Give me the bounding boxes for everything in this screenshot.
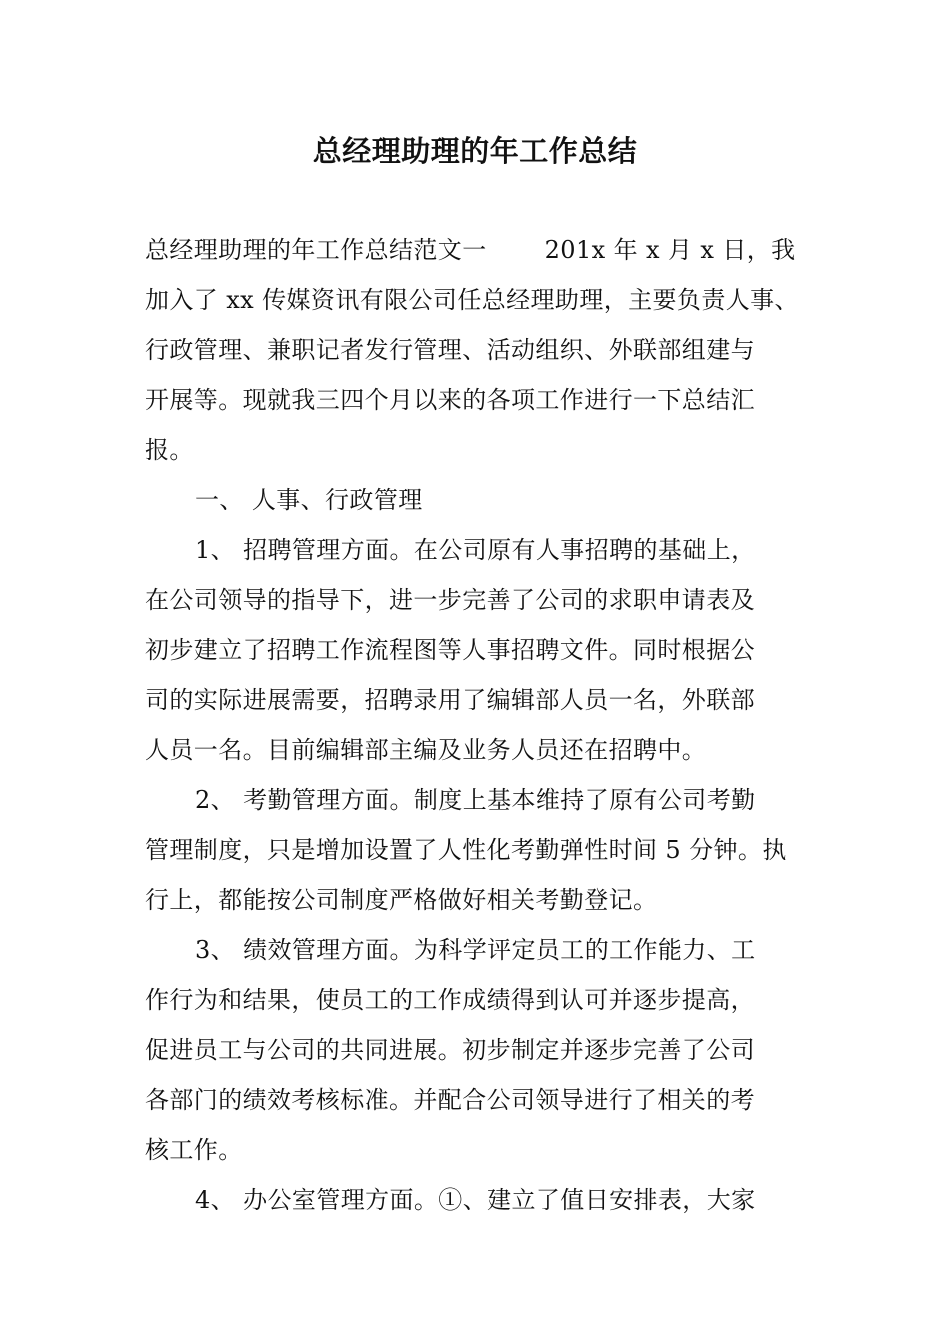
paragraph-line: 核工作。 (145, 1136, 243, 1164)
paragraph-line: 3、 绩效管理方面。为科学评定员工的工作能力、工 (195, 936, 756, 964)
paragraph-line: 司的实际进展需要，招聘录用了编辑部人员一名，外联部 (145, 686, 755, 714)
intro-date: 201x 年 x 月 x 日，我 (544, 236, 796, 264)
paragraph-line: 管理制度，只是增加设置了人性化考勤弹性时间 5 分钟。执 (145, 836, 787, 864)
paragraph-line: 作行为和结果，使员工的工作成绩得到认可并逐步提高， (145, 986, 755, 1014)
intro-heading: 总经理助理的年工作总结范文一 (145, 236, 487, 264)
paragraph-line: 各部门的绩效考核标准。并配合公司领导进行了相关的考 (145, 1086, 755, 1114)
document-body (145, 225, 825, 1225)
paragraph-line: 2、 考勤管理方面。制度上基本维持了原有公司考勤 (195, 786, 756, 814)
paragraph-line: 开展等。现就我三四个月以来的各项工作进行一下总结汇 (145, 386, 755, 414)
paragraph-line: 促进员工与公司的共同进展。初步制定并逐步完善了公司 (145, 1036, 755, 1064)
paragraph-line: 人员一名。目前编辑部主编及业务人员还在招聘中。 (145, 736, 707, 764)
document-title: 总经理助理的年工作总结 (312, 134, 638, 168)
section-heading: 一、 人事、行政管理 (195, 486, 423, 514)
paragraph-line: 加入了 xx 传媒资讯有限公司任总经理助理，主要负责人事、 (145, 286, 799, 314)
paragraph-line: 行上，都能按公司制度严格做好相关考勤登记。 (145, 886, 658, 914)
paragraph-line: 4、 办公室管理方面。①、建立了值日安排表，大家 (195, 1186, 756, 1214)
paragraph-line (145, 225, 825, 275)
paragraph-line: 行政管理、兼职记者发行管理、活动组织、外联部组建与 (145, 336, 755, 364)
paragraph-line: 报。 (145, 436, 194, 464)
paragraph-line: 1、 招聘管理方面。在公司原有人事招聘的基础上， (195, 536, 756, 564)
paragraph-line: 初步建立了招聘工作流程图等人事招聘文件。同时根据公 (145, 636, 755, 664)
paragraph-line: 在公司领导的指导下，进一步完善了公司的求职申请表及 (145, 586, 755, 614)
